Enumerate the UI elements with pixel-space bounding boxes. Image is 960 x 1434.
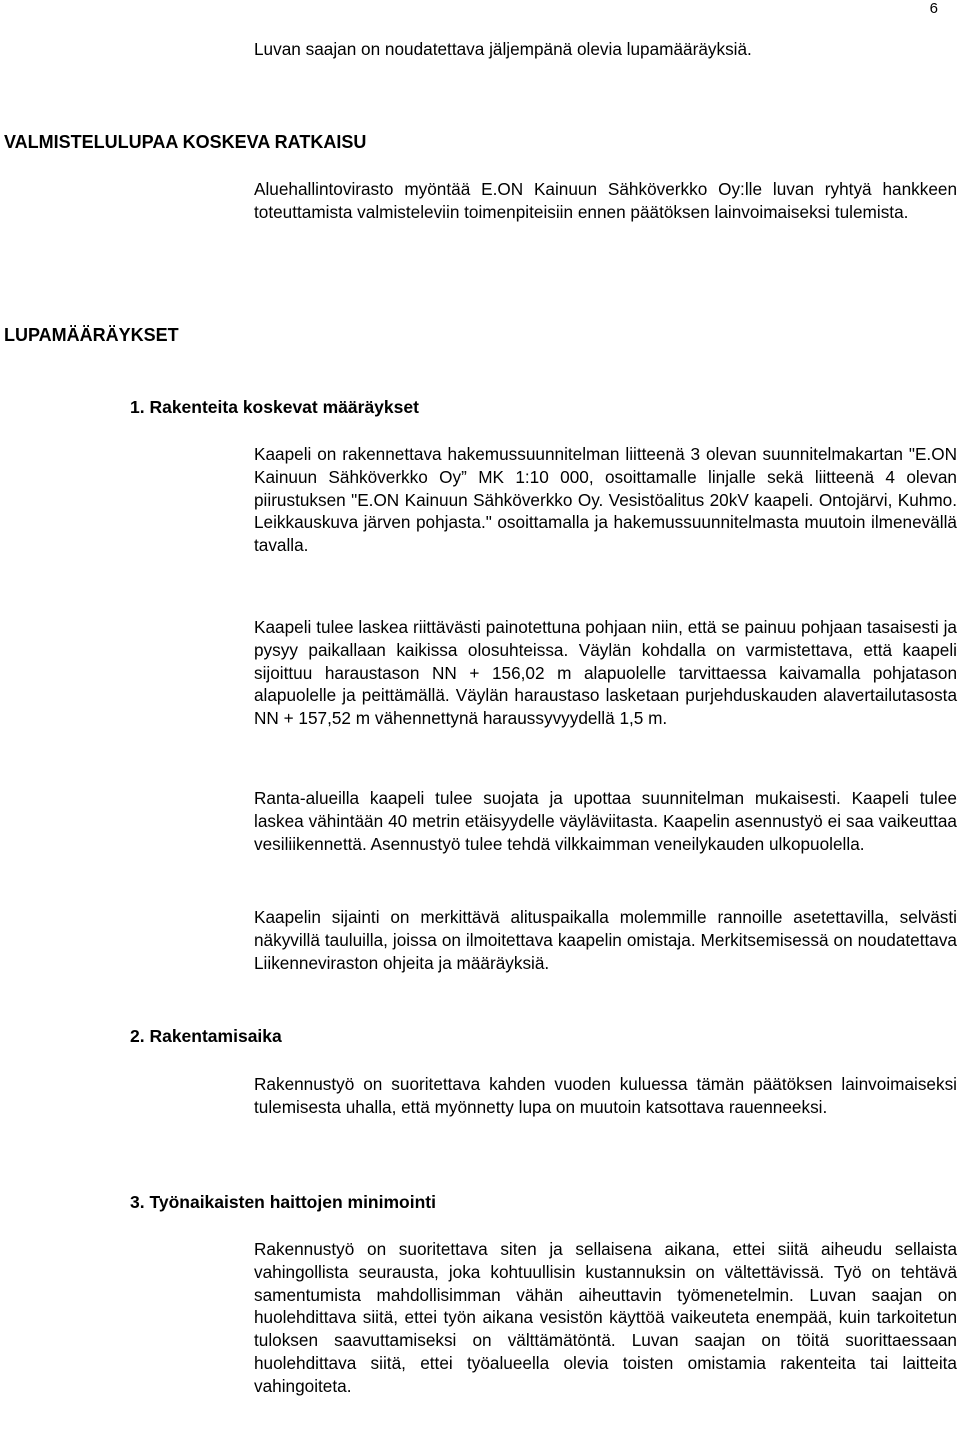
heading-lupamaaraykset: LUPAMÄÄRÄYKSET [4,325,179,345]
intro-text: Luvan saajan on noudatettava jäljempänä olevia lupamääräyksiä. [254,39,752,59]
section-heading-rakentamisaika: 2. Rakentamisaika [130,1026,282,1046]
section-heading-rakenteet: 1. Rakenteita koskevat määräykset [130,397,419,417]
rakenteet-paragraph-1: Kaapeli on rakennettava hakemussuunnitelman liitteenä 3 olevan suunnitelmakartan "E.ON Kainuun Sähköverkko Oy” MK 1:10 000, osoittamalle linjalle sekä liitteenä 4 olevan piirustuksen "E.ON Kainuun Sähköverkko Oy. Vesistöalitus 20kV kaapeli. Ontojärvi, Kuhmo. Leikkauskuva järven pohjasta." osoittamalla ja hakemussuunnitelmasta muutoin ilmenevällä tavalla. [254,444,957,556]
haitat-paragraph: Rakennustyö on suoritettava siten ja sellaisena aikana, ettei siitä aiheudu sellaista vahingollista seurausta, joka kohtuullisin kustannuksin on vältettävissä. Työ on tehtävä samentumista mahdollisimman vähän aiheuttavin työmenetelmin. Luvan saajan on huolehdittava siitä, ettei työn aikana vesistön käyttöä vaikeuteta enempää, kuin tarkoitetun tuloksen saavuttamiseksi on välttämätöntä. Luvan saajan on töitä suorittaessaan huolehdittava siitä, ettei työalueella olevia toisten omistamia rakenteita tai laitteita vahingoiteta. [254,1239,957,1396]
rakenteet-paragraph-3: Ranta-alueilla kaapeli tulee suojata ja upottaa suunnitelman mukaisesti. Kaapeli tulee laskea vähintään 40 metrin etäisyydelle väyläviitasta. Kaapelin asennustyö ei saa vaikeuttaa vesiliikennettä. Asennustyö tulee tehdä vilkkaimman veneilykauden ulkopuolella. [254,788,957,854]
valmistelulupa-paragraph: Aluehallintovirasto myöntää E.ON Kainuun Sähköverkko Oy:lle luvan ryhtyä hankkeen toteuttamista valmisteleviin toimenpiteisiin ennen päätöksen lainvoimaiseksi tulemista. [254,179,957,222]
page-number: 6 [929,0,938,17]
heading-valmistelulupa: VALMISTELULUPAA KOSKEVA RATKAISU [4,132,367,152]
rakenteet-paragraph-2: Kaapeli tulee laskea riittävästi painotettuna pohjaan niin, että se painuu pohjaan tasaisesti ja pysyy paikallaan kaikissa olosuhteissa. Väylän kohdalla on varmistettava, että kaapeli sijoittuu haraustason NN + 156,02 m alapuolelle tarvittaessa kaivamalla pohjatason alapuolelle ja peittämällä. Väylän haraustaso lasketaan purjehduskauden alavertailutasosta NN + 157,52 m vähennettynä haraussyvyydellä 1,5 m. [254,617,957,729]
section-heading-haitat: 3. Työnaikaisten haittojen minimointi [130,1192,436,1212]
rakentamisaika-paragraph: Rakennustyö on suoritettava kahden vuoden kuluessa tämän päätöksen lainvoimaiseksi tulemisesta uhalla, että myönnetty lupa on muutoin katsottava rauenneeksi. [254,1074,957,1117]
rakenteet-paragraph-4: Kaapelin sijainti on merkittävä alituspaikalla molemmille rannoille asetettavilla, selvästi näkyvillä tauluilla, joissa on ilmoitettava kaapelin omistaja. Merkitsemisessä on noudatettava Liikenneviraston ohjeita ja määräyksiä. [254,907,957,973]
